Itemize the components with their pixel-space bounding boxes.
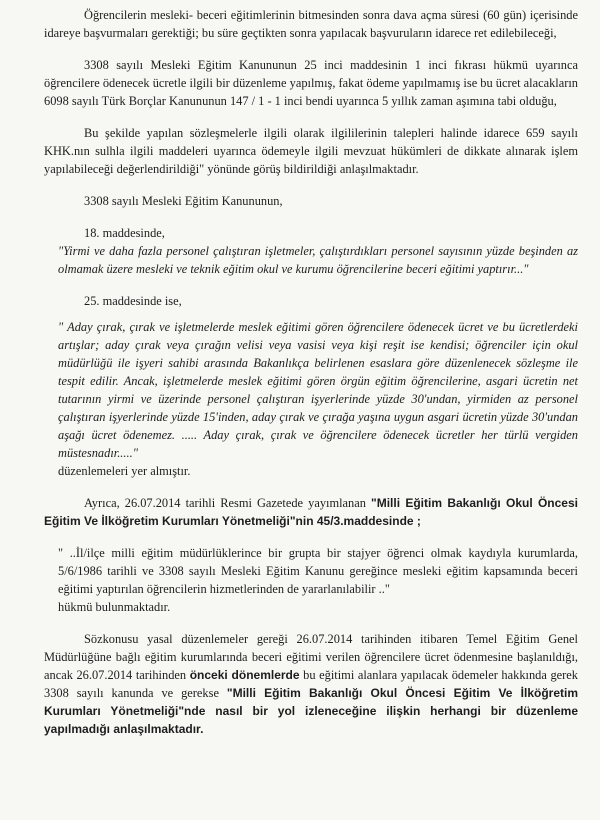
conclusion-bold-end: "Milli Eğitim Bakanlığı Okul Öncesi Eğitim Ve İlköğretim Kurumları Yönetmeliği"nde nasıl bir yol izleneceğine ilişkin herhangi bir düzenleme yapılmadığı anlaşılmaktadır. (44, 686, 578, 736)
paragraph-filing-deadline: Öğrencilerin mesleki- beceri eğitimlerinin bitmesinden sonra dava açma süresi (60 gün) içerisinde idareye başvurmaları gerektiği; bu süre geçtikten sonra yapılacak başvuruların idarece ret edilebileceği, (44, 8, 578, 40)
conclusion-part-2: bu eğitimi alanlara yapılacak ödemeler hakkında gerek 3308 sayılı kanunda ve gerekse (44, 668, 578, 700)
regulation-title: "Milli Eğitim Bakanlığı Okul Öncesi Eğitim Ve İlköğretim Kurumları Yönetmeliği" (44, 496, 578, 528)
paragraph-settlement-opinion: Bu şekilde yapılan sözleşmelerle ilgili olarak ilgililerinin talepleri halinde idarece 659 sayılı KHK.nın sulhla ilgili maddeleri uyarınca ödemeyle ilgili mevzuat hükümleri de dikkate alınarak işlem yapılabileceği değerlendirildiği" yönünde görüş bildirildiği anlaşılmaktadır. (44, 126, 578, 176)
paragraph-conclusion (44, 630, 578, 738)
paragraph-regulation-reference (44, 494, 578, 530)
article-18-heading: 18. maddesinde, (84, 226, 165, 240)
article-25-heading: 25. maddesinde ise, (84, 294, 182, 308)
article-25-tail: düzenlemeleri yer almıştır. (58, 464, 191, 478)
conclusion-part-1: Sözkonusu yasal düzenlemeler gereği 26.07.2014 tarihinden itibaren Temel Eğitim Genel Müdürlüğüne bağlı eğitim kurumlarında beceri eğitimi verilen öğrencilere ücret ödenmesine başlanıldığı, ancak 26.07.2014 tarihinden (44, 632, 578, 682)
article-18-quote: "Yirmi ve daha fazla personel çalıştıran işletmeler, çalıştırdıkları personel sayısının yüzde beşinden az olmamak üzere mesleki ve teknik eğitim okul ve kurumu öğrencilerine beceri eğitimi yaptırır..." (58, 244, 578, 276)
paragraph-wage-limitation: 3308 sayılı Mesleki Eğitim Kanununun 25 inci maddesinin 1 inci fıkrası hükmü uyarınca öğrencilere ödenecek ücretle ilgili bir düzenleme yapılmış, fakat ödeme yapılmamış ise bu ücret alacakların 6098 sayılı Türk Borçlar Kanununun 147 / 1 - 1 inci bendi uyarınca 5 yıllık zaman aşımına tabi olduğu, (44, 58, 578, 108)
regulation-quote-tail: hükmü bulunmaktadır. (58, 600, 171, 614)
article-25-quote: " Aday çırak, çırak ve işletmelerde meslek eğitimi gören öğrencilere ödenecek ücret ve bu ücretlerdeki artışlar; aday çırak veya çırağın velisi veya vasisi veya kişi reşit ise kendisi; öğrenciler için okul müdürlüğü ile işyeri sahibi arasında Bakanlıkça belirlenen esaslara göre düzenlenecek sözleşme ile tespit edilir. Ancak, işletmelerde meslek eğitimi gören örgün eğitim öğrencilerine, asgari ücretin net tutarının yirmi ve üzerinde personel çalıştıran işyerlerinde yüzde 30'undan, yirmiden az personel çalıştıran işyerlerinde yüzde 15'inden, aday çırak ve çırağa yaşına uygun asgari ücretin yüzde 30'undan aşağı ücret ödenemez. ..... Aday çırak, çırak ve öğrencilere ödenecek ücretler her türlü vergiden müstesnadır....." (58, 320, 578, 460)
conclusion-emphasis: önceki dönemlerde (189, 668, 300, 682)
regulation-quote: " ..İl/ilçe milli eğitim müdürlüklerince bir grupta bir stajyer öğrenci olmak kaydıyla kurumlarda, 5/6/1986 tarihli ve 3308 sayılı Mesleki Eğitim Kanunu gereğince mesleki eğitim kapsamında beceri eğitimi yaptırılan öğrencilerin hizmetlerinden de yararlanılabilir .." (58, 546, 578, 596)
paragraph-law-reference: 3308 sayılı Mesleki Eğitim Kanununun, (84, 194, 283, 208)
regulation-intro: Ayrıca, 26.07.2014 tarihli Resmi Gazetede yayımlanan (84, 496, 372, 510)
regulation-article: nin 45/3.maddesinde ; (295, 514, 421, 528)
